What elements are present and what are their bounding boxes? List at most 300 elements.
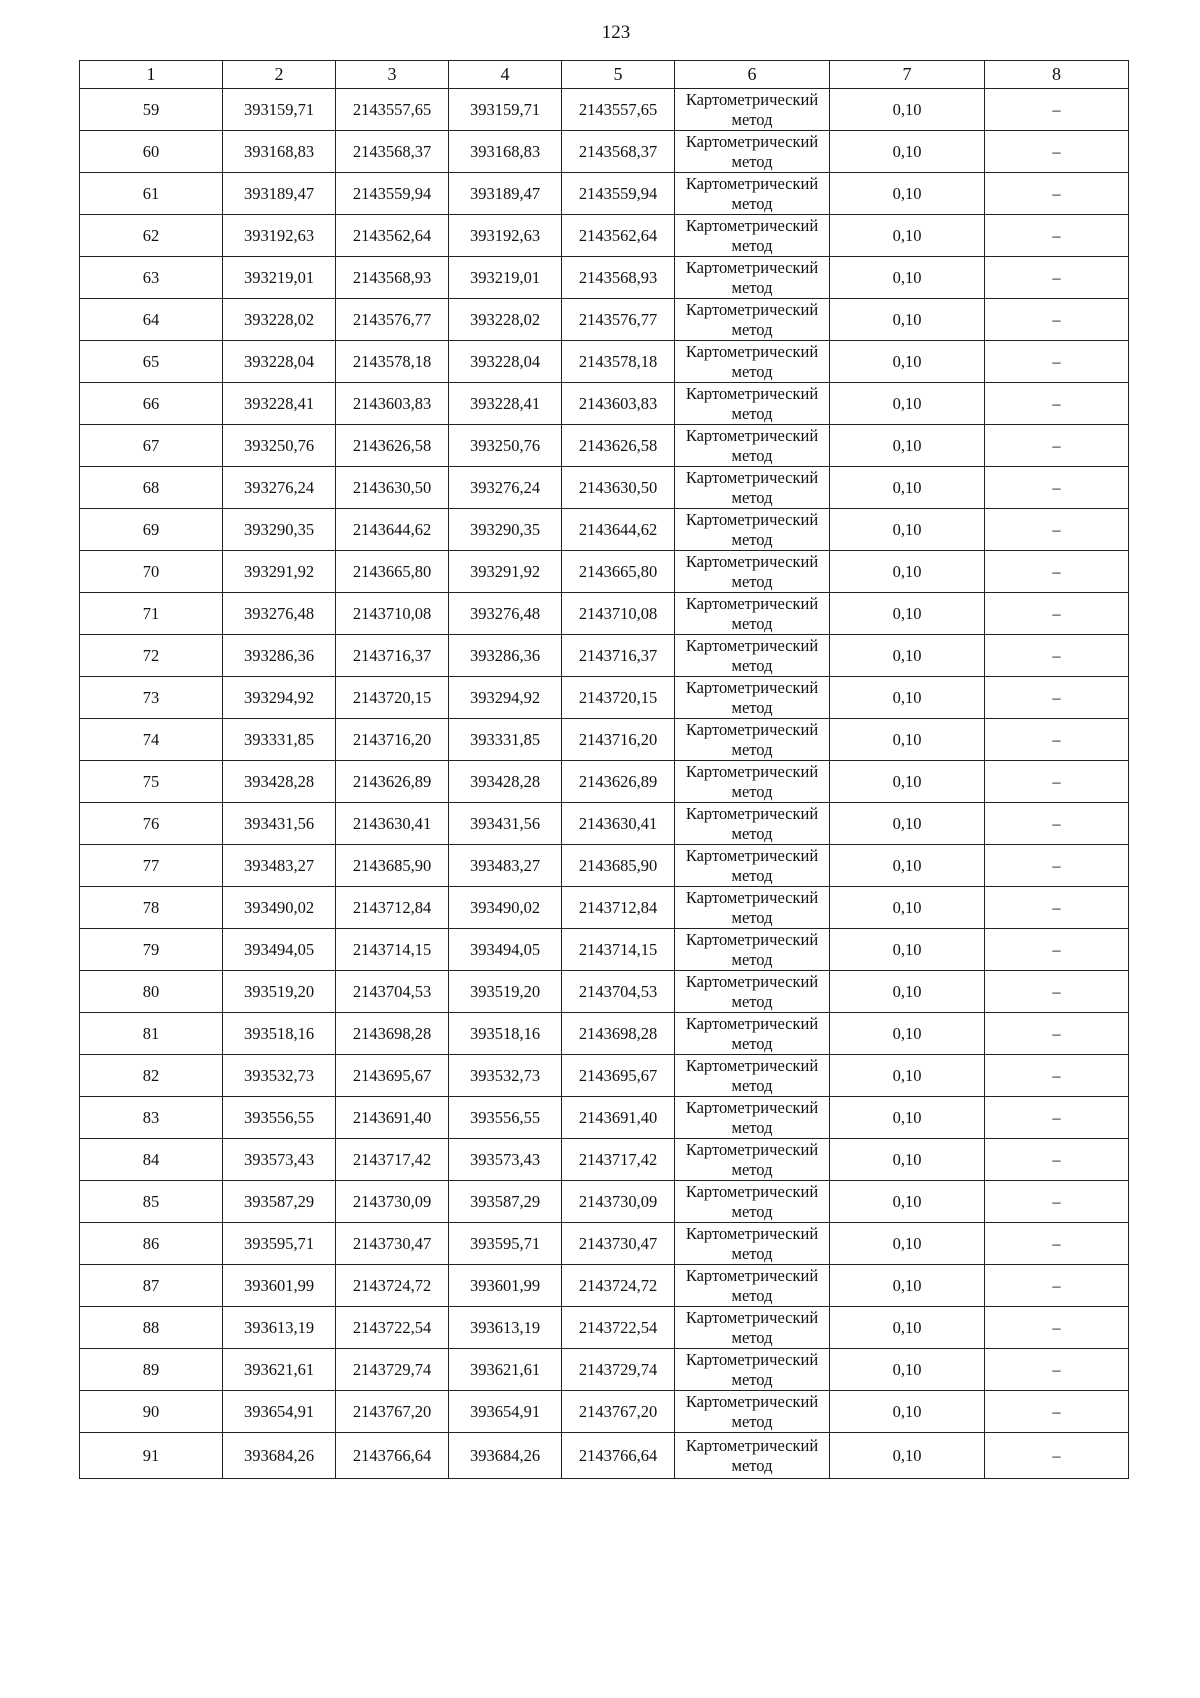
method-cell	[675, 1433, 830, 1479]
precision-cell: 0,10	[830, 593, 985, 635]
x-new-cell: 393291,92	[449, 551, 562, 593]
method-cell	[675, 551, 830, 593]
method-cell	[675, 929, 830, 971]
precision-cell: 0,10	[830, 803, 985, 845]
table-row	[80, 89, 1129, 131]
y-new-cell: 2143714,15	[562, 929, 675, 971]
method-line-2: метод	[731, 1285, 773, 1305]
x-new-cell: 393494,05	[449, 929, 562, 971]
method-cell	[675, 509, 830, 551]
table-row	[80, 1181, 1129, 1223]
x-old-cell: 393290,35	[223, 509, 336, 551]
precision-cell: 0,10	[830, 341, 985, 383]
x-new-cell: 393189,47	[449, 173, 562, 215]
method-cell	[675, 341, 830, 383]
description-cell: –	[985, 1139, 1129, 1181]
y-new-cell: 2143724,72	[562, 1265, 675, 1307]
x-old-cell: 393621,61	[223, 1349, 336, 1391]
y-old-cell: 2143665,80	[336, 551, 449, 593]
x-new-cell: 393595,71	[449, 1223, 562, 1265]
method-cell	[675, 1181, 830, 1223]
description-cell: –	[985, 1223, 1129, 1265]
method-line-2: метод	[731, 571, 773, 591]
precision-cell: 0,10	[830, 215, 985, 257]
x-old-cell: 393587,29	[223, 1181, 336, 1223]
column-header-1: 1	[80, 61, 223, 89]
table-row	[80, 467, 1129, 509]
method-cell	[675, 971, 830, 1013]
method-cell	[675, 1265, 830, 1307]
method-line-2: метод	[731, 907, 773, 927]
x-new-cell: 393518,16	[449, 1013, 562, 1055]
point-number-cell: 77	[80, 845, 223, 887]
method-line-2: метод	[731, 319, 773, 339]
x-old-cell: 393228,41	[223, 383, 336, 425]
x-old-cell: 393228,04	[223, 341, 336, 383]
y-new-cell: 2143630,41	[562, 803, 675, 845]
y-old-cell: 2143557,65	[336, 89, 449, 131]
y-new-cell: 2143559,94	[562, 173, 675, 215]
x-new-cell: 393276,48	[449, 593, 562, 635]
precision-cell: 0,10	[830, 257, 985, 299]
point-number-cell: 75	[80, 761, 223, 803]
x-new-cell: 393290,35	[449, 509, 562, 551]
precision-cell: 0,10	[830, 635, 985, 677]
method-line-1: Картометрический	[685, 257, 819, 277]
table-row	[80, 173, 1129, 215]
method-line-1: Картометрический	[685, 173, 819, 193]
precision-cell: 0,10	[830, 1181, 985, 1223]
table-row	[80, 1139, 1129, 1181]
method-line-1: Картометрический	[685, 1139, 819, 1159]
description-cell: –	[985, 1391, 1129, 1433]
method-line-2: метод	[731, 613, 773, 633]
table-row	[80, 761, 1129, 803]
y-new-cell: 2143729,74	[562, 1349, 675, 1391]
y-new-cell: 2143720,15	[562, 677, 675, 719]
description-cell: –	[985, 1055, 1129, 1097]
y-new-cell: 2143712,84	[562, 887, 675, 929]
x-old-cell: 393601,99	[223, 1265, 336, 1307]
table-row	[80, 551, 1129, 593]
method-cell	[675, 173, 830, 215]
x-new-cell: 393490,02	[449, 887, 562, 929]
method-line-2: метод	[731, 697, 773, 717]
method-line-2: метод	[731, 1455, 773, 1475]
method-cell	[675, 383, 830, 425]
x-new-cell: 393556,55	[449, 1097, 562, 1139]
y-old-cell: 2143716,20	[336, 719, 449, 761]
description-cell: –	[985, 1307, 1129, 1349]
precision-cell: 0,10	[830, 1013, 985, 1055]
coordinates-table	[79, 60, 1129, 1479]
method-line-1: Картометрический	[685, 467, 819, 487]
column-header-8: 8	[985, 61, 1129, 89]
table-body	[80, 89, 1129, 1479]
method-line-1: Картометрический	[685, 761, 819, 781]
point-number-cell: 62	[80, 215, 223, 257]
y-new-cell: 2143767,20	[562, 1391, 675, 1433]
description-cell: –	[985, 341, 1129, 383]
method-cell	[675, 1391, 830, 1433]
method-line-2: метод	[731, 1243, 773, 1263]
method-line-2: метод	[731, 1411, 773, 1431]
y-new-cell: 2143730,09	[562, 1181, 675, 1223]
description-cell: –	[985, 929, 1129, 971]
precision-cell: 0,10	[830, 719, 985, 761]
table-header-row	[80, 61, 1129, 89]
method-line-2: метод	[731, 655, 773, 675]
table-row	[80, 929, 1129, 971]
y-new-cell: 2143722,54	[562, 1307, 675, 1349]
method-line-1: Картометрический	[685, 887, 819, 907]
description-cell: –	[985, 845, 1129, 887]
x-old-cell: 393613,19	[223, 1307, 336, 1349]
method-cell	[675, 635, 830, 677]
point-number-cell: 85	[80, 1181, 223, 1223]
x-new-cell: 393219,01	[449, 257, 562, 299]
x-new-cell: 393168,83	[449, 131, 562, 173]
method-line-1: Картометрический	[685, 1265, 819, 1285]
description-cell: –	[985, 383, 1129, 425]
method-line-1: Картометрический	[685, 929, 819, 949]
point-number-cell: 73	[80, 677, 223, 719]
precision-cell: 0,10	[830, 761, 985, 803]
point-number-cell: 64	[80, 299, 223, 341]
x-new-cell: 393228,02	[449, 299, 562, 341]
description-cell: –	[985, 1181, 1129, 1223]
x-old-cell: 393168,83	[223, 131, 336, 173]
precision-cell: 0,10	[830, 299, 985, 341]
description-cell: –	[985, 1013, 1129, 1055]
method-line-2: метод	[731, 949, 773, 969]
method-line-2: метод	[731, 1033, 773, 1053]
method-line-1: Картометрический	[685, 971, 819, 991]
precision-cell: 0,10	[830, 1265, 985, 1307]
method-line-1: Картометрический	[685, 635, 819, 655]
y-old-cell: 2143576,77	[336, 299, 449, 341]
method-cell	[675, 215, 830, 257]
table-row	[80, 299, 1129, 341]
y-old-cell: 2143704,53	[336, 971, 449, 1013]
y-old-cell: 2143626,89	[336, 761, 449, 803]
description-cell: –	[985, 467, 1129, 509]
method-line-2: метод	[731, 529, 773, 549]
column-header-4: 4	[449, 61, 562, 89]
y-new-cell: 2143665,80	[562, 551, 675, 593]
point-number-cell: 81	[80, 1013, 223, 1055]
x-new-cell: 393483,27	[449, 845, 562, 887]
method-line-1: Картометрический	[685, 509, 819, 529]
description-cell: –	[985, 971, 1129, 1013]
point-number-cell: 66	[80, 383, 223, 425]
method-cell	[675, 1349, 830, 1391]
table-row	[80, 803, 1129, 845]
description-cell: –	[985, 215, 1129, 257]
x-new-cell: 393519,20	[449, 971, 562, 1013]
y-old-cell: 2143626,58	[336, 425, 449, 467]
y-new-cell: 2143717,42	[562, 1139, 675, 1181]
x-new-cell: 393294,92	[449, 677, 562, 719]
method-line-2: метод	[731, 235, 773, 255]
method-line-1: Картометрический	[685, 341, 819, 361]
point-number-cell: 61	[80, 173, 223, 215]
point-number-cell: 90	[80, 1391, 223, 1433]
x-new-cell: 393573,43	[449, 1139, 562, 1181]
method-cell	[675, 677, 830, 719]
method-cell	[675, 1223, 830, 1265]
point-number-cell: 69	[80, 509, 223, 551]
description-cell: –	[985, 131, 1129, 173]
y-new-cell: 2143766,64	[562, 1433, 675, 1479]
page-number: 123	[601, 22, 631, 43]
point-number-cell: 63	[80, 257, 223, 299]
point-number-cell: 60	[80, 131, 223, 173]
method-line-1: Картометрический	[685, 551, 819, 571]
y-old-cell: 2143630,41	[336, 803, 449, 845]
point-number-cell: 78	[80, 887, 223, 929]
method-cell	[675, 425, 830, 467]
table-row	[80, 971, 1129, 1013]
method-line-1: Картометрический	[685, 1055, 819, 1075]
point-number-cell: 84	[80, 1139, 223, 1181]
table-row	[80, 1223, 1129, 1265]
y-new-cell: 2143710,08	[562, 593, 675, 635]
x-old-cell: 393573,43	[223, 1139, 336, 1181]
table-row	[80, 1055, 1129, 1097]
method-line-2: метод	[731, 1159, 773, 1179]
y-old-cell: 2143724,72	[336, 1265, 449, 1307]
method-line-2: метод	[731, 1201, 773, 1221]
description-cell: –	[985, 1433, 1129, 1479]
description-cell: –	[985, 677, 1129, 719]
method-line-2: метод	[731, 445, 773, 465]
y-old-cell: 2143730,09	[336, 1181, 449, 1223]
x-new-cell: 393331,85	[449, 719, 562, 761]
y-new-cell: 2143716,20	[562, 719, 675, 761]
y-old-cell: 2143716,37	[336, 635, 449, 677]
column-header-2: 2	[223, 61, 336, 89]
x-new-cell: 393532,73	[449, 1055, 562, 1097]
table-row	[80, 845, 1129, 887]
method-line-2: метод	[731, 739, 773, 759]
precision-cell: 0,10	[830, 971, 985, 1013]
point-number-cell: 87	[80, 1265, 223, 1307]
table-row	[80, 1433, 1129, 1479]
method-line-1: Картометрический	[685, 131, 819, 151]
method-line-1: Картометрический	[685, 1097, 819, 1117]
description-cell: –	[985, 593, 1129, 635]
y-new-cell: 2143716,37	[562, 635, 675, 677]
y-old-cell: 2143568,37	[336, 131, 449, 173]
table-row	[80, 509, 1129, 551]
column-header-5: 5	[562, 61, 675, 89]
method-cell	[675, 467, 830, 509]
description-cell: –	[985, 887, 1129, 929]
x-old-cell: 393556,55	[223, 1097, 336, 1139]
method-line-1: Картометрический	[685, 803, 819, 823]
method-line-2: метод	[731, 781, 773, 801]
method-line-1: Картометрический	[685, 1223, 819, 1243]
x-old-cell: 393286,36	[223, 635, 336, 677]
column-header-6: 6	[675, 61, 830, 89]
y-new-cell: 2143568,37	[562, 131, 675, 173]
y-new-cell: 2143730,47	[562, 1223, 675, 1265]
x-old-cell: 393595,71	[223, 1223, 336, 1265]
x-old-cell: 393192,63	[223, 215, 336, 257]
table-row	[80, 215, 1129, 257]
table-row	[80, 383, 1129, 425]
x-old-cell: 393518,16	[223, 1013, 336, 1055]
description-cell: –	[985, 173, 1129, 215]
x-old-cell: 393494,05	[223, 929, 336, 971]
y-new-cell: 2143698,28	[562, 1013, 675, 1055]
y-new-cell: 2143562,64	[562, 215, 675, 257]
y-new-cell: 2143626,58	[562, 425, 675, 467]
x-old-cell: 393294,92	[223, 677, 336, 719]
y-old-cell: 2143712,84	[336, 887, 449, 929]
table-row	[80, 1097, 1129, 1139]
precision-cell: 0,10	[830, 467, 985, 509]
column-header-7: 7	[830, 61, 985, 89]
x-new-cell: 393228,41	[449, 383, 562, 425]
y-old-cell: 2143691,40	[336, 1097, 449, 1139]
method-cell	[675, 257, 830, 299]
description-cell: –	[985, 803, 1129, 845]
method-line-2: метод	[731, 1117, 773, 1137]
method-line-2: метод	[731, 865, 773, 885]
x-new-cell: 393654,91	[449, 1391, 562, 1433]
y-new-cell: 2143557,65	[562, 89, 675, 131]
x-old-cell: 393276,48	[223, 593, 336, 635]
method-cell	[675, 1139, 830, 1181]
y-new-cell: 2143685,90	[562, 845, 675, 887]
method-line-1: Картометрический	[685, 383, 819, 403]
table-row	[80, 1307, 1129, 1349]
point-number-cell: 82	[80, 1055, 223, 1097]
point-number-cell: 67	[80, 425, 223, 467]
x-old-cell: 393428,28	[223, 761, 336, 803]
x-new-cell: 393159,71	[449, 89, 562, 131]
method-line-2: метод	[731, 403, 773, 423]
method-line-2: метод	[731, 1327, 773, 1347]
x-old-cell: 393532,73	[223, 1055, 336, 1097]
table-row	[80, 719, 1129, 761]
precision-cell: 0,10	[830, 89, 985, 131]
y-old-cell: 2143714,15	[336, 929, 449, 971]
description-cell: –	[985, 719, 1129, 761]
point-number-cell: 79	[80, 929, 223, 971]
x-old-cell: 393490,02	[223, 887, 336, 929]
precision-cell: 0,10	[830, 425, 985, 467]
x-new-cell: 393621,61	[449, 1349, 562, 1391]
point-number-cell: 83	[80, 1097, 223, 1139]
method-line-2: метод	[731, 1369, 773, 1389]
method-cell	[675, 131, 830, 173]
x-old-cell: 393483,27	[223, 845, 336, 887]
y-old-cell: 2143717,42	[336, 1139, 449, 1181]
x-new-cell: 393192,63	[449, 215, 562, 257]
y-new-cell: 2143695,67	[562, 1055, 675, 1097]
method-cell	[675, 299, 830, 341]
method-line-1: Картометрический	[685, 1391, 819, 1411]
y-new-cell: 2143603,83	[562, 383, 675, 425]
y-old-cell: 2143767,20	[336, 1391, 449, 1433]
method-cell	[675, 1307, 830, 1349]
description-cell: –	[985, 257, 1129, 299]
x-new-cell: 393228,04	[449, 341, 562, 383]
method-line-1: Картометрический	[685, 677, 819, 697]
method-cell	[675, 1097, 830, 1139]
table-row	[80, 635, 1129, 677]
method-line-2: метод	[731, 487, 773, 507]
x-old-cell: 393519,20	[223, 971, 336, 1013]
x-old-cell: 393291,92	[223, 551, 336, 593]
column-header-3: 3	[336, 61, 449, 89]
description-cell: –	[985, 1097, 1129, 1139]
table-row	[80, 341, 1129, 383]
precision-cell: 0,10	[830, 1307, 985, 1349]
y-new-cell: 2143626,89	[562, 761, 675, 803]
description-cell: –	[985, 635, 1129, 677]
x-old-cell: 393228,02	[223, 299, 336, 341]
y-old-cell: 2143603,83	[336, 383, 449, 425]
y-new-cell: 2143691,40	[562, 1097, 675, 1139]
point-number-cell: 86	[80, 1223, 223, 1265]
description-cell: –	[985, 1265, 1129, 1307]
y-old-cell: 2143729,74	[336, 1349, 449, 1391]
precision-cell: 0,10	[830, 1391, 985, 1433]
description-cell: –	[985, 551, 1129, 593]
method-line-1: Картометрический	[685, 299, 819, 319]
method-cell	[675, 761, 830, 803]
description-cell: –	[985, 509, 1129, 551]
description-cell: –	[985, 425, 1129, 467]
method-line-1: Картометрический	[685, 593, 819, 613]
point-number-cell: 80	[80, 971, 223, 1013]
description-cell: –	[985, 299, 1129, 341]
x-old-cell: 393654,91	[223, 1391, 336, 1433]
precision-cell: 0,10	[830, 131, 985, 173]
precision-cell: 0,10	[830, 1433, 985, 1479]
y-old-cell: 2143559,94	[336, 173, 449, 215]
x-old-cell: 393431,56	[223, 803, 336, 845]
precision-cell: 0,10	[830, 1223, 985, 1265]
y-old-cell: 2143578,18	[336, 341, 449, 383]
method-line-1: Картометрический	[685, 425, 819, 445]
table-row	[80, 425, 1129, 467]
x-old-cell: 393684,26	[223, 1433, 336, 1479]
y-old-cell: 2143766,64	[336, 1433, 449, 1479]
table-row	[80, 1013, 1129, 1055]
x-new-cell: 393428,28	[449, 761, 562, 803]
method-cell	[675, 1055, 830, 1097]
y-old-cell: 2143695,67	[336, 1055, 449, 1097]
x-old-cell: 393189,47	[223, 173, 336, 215]
precision-cell: 0,10	[830, 1139, 985, 1181]
method-line-2: метод	[731, 991, 773, 1011]
y-old-cell: 2143698,28	[336, 1013, 449, 1055]
method-line-1: Картометрический	[685, 89, 819, 109]
point-number-cell: 68	[80, 467, 223, 509]
method-line-1: Картометрический	[685, 1435, 819, 1455]
precision-cell: 0,10	[830, 845, 985, 887]
method-line-1: Картометрический	[685, 1307, 819, 1327]
point-number-cell: 72	[80, 635, 223, 677]
precision-cell: 0,10	[830, 1097, 985, 1139]
table-row	[80, 593, 1129, 635]
point-number-cell: 89	[80, 1349, 223, 1391]
